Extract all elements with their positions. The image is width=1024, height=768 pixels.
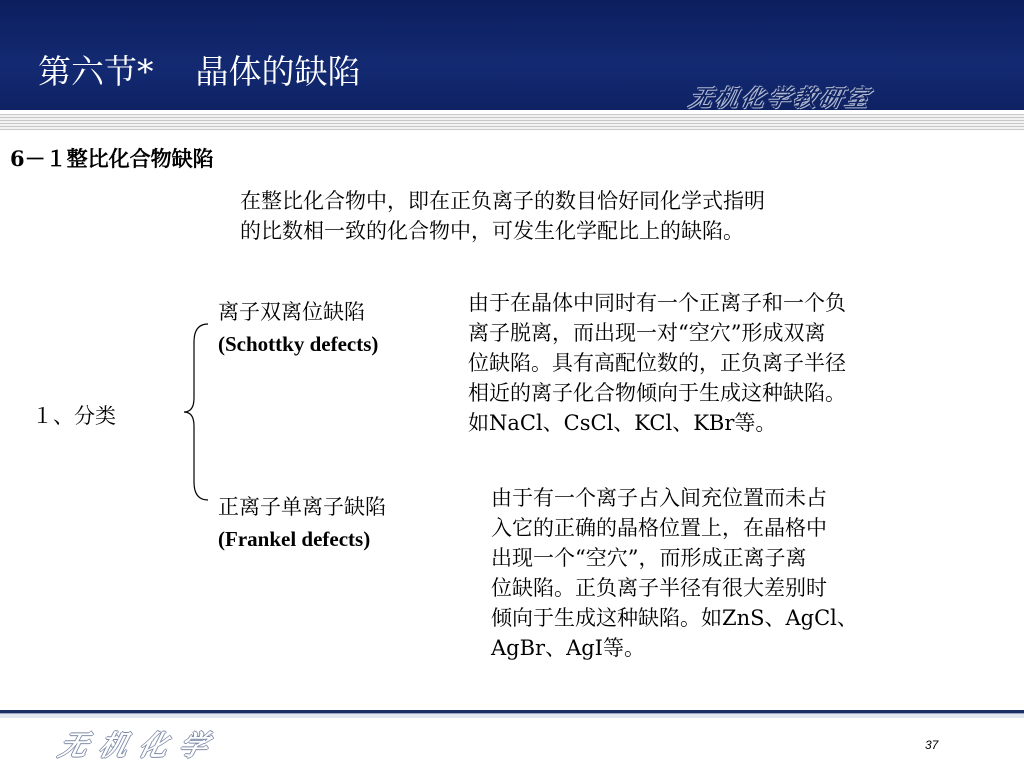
footer-divider bbox=[0, 710, 1024, 718]
description-line: AgBr、AgI等。 bbox=[491, 636, 645, 660]
description-line: 位缺陷。具有高配位数的，正负离子半径 bbox=[468, 351, 846, 375]
description-line: 相近的离子化合物倾向于生成这种缺陷。 bbox=[468, 381, 846, 405]
description-line: 倾向于生成这种缺陷。如ZnS、AgCl、 bbox=[491, 606, 858, 630]
frankel-description bbox=[491, 483, 858, 663]
slide-header bbox=[0, 0, 1024, 110]
classification-label: １、分类 bbox=[32, 404, 116, 428]
description-line: 位缺陷。正负离子半径有很大差别时 bbox=[491, 576, 827, 600]
description-line: 如NaCl、CsCl、KCl、KBr等。 bbox=[468, 411, 777, 435]
description-line: 由于有一个离子占入间充位置而未占 bbox=[491, 486, 827, 510]
type-name-cn: 离子双离位缺陷 bbox=[218, 300, 365, 324]
intro-line: 在整比化合物中，即在正负离子的数目恰好同化学式指明 bbox=[240, 189, 765, 213]
description-line: 离子脱离，而出现一对“空穴”形成双离 bbox=[468, 321, 826, 345]
page-number: 37 bbox=[925, 738, 939, 752]
type-name-en: (Frankel defects) bbox=[218, 527, 371, 551]
schottky-description bbox=[468, 288, 846, 438]
description-line: 入它的正确的晶格位置上，在晶格中 bbox=[491, 516, 827, 540]
header-watermark: 无机化学教研室 bbox=[686, 86, 875, 112]
header-divider bbox=[0, 114, 1024, 130]
description-line: 出现一个“空穴”，而形成正离子离 bbox=[491, 546, 807, 570]
type-name-en: (Schottky defects) bbox=[218, 332, 379, 356]
curly-brace-icon bbox=[180, 322, 212, 502]
footer-watermark: 无机化学 bbox=[55, 729, 224, 762]
intro-line: 的比数相一致的化合物中，可发生化学配比上的缺陷。 bbox=[240, 219, 744, 243]
section-heading: 6－１整比化合物缺陷 bbox=[10, 146, 214, 171]
description-line: 由于在晶体中同时有一个正离子和一个负 bbox=[468, 291, 846, 315]
schottky-type-name bbox=[218, 296, 378, 360]
frankel-type-name bbox=[218, 491, 386, 555]
slide-title: 第六节* 晶体的缺陷 bbox=[38, 52, 361, 91]
intro-paragraph bbox=[240, 186, 960, 246]
type-name-cn: 正离子单离子缺陷 bbox=[218, 495, 386, 519]
